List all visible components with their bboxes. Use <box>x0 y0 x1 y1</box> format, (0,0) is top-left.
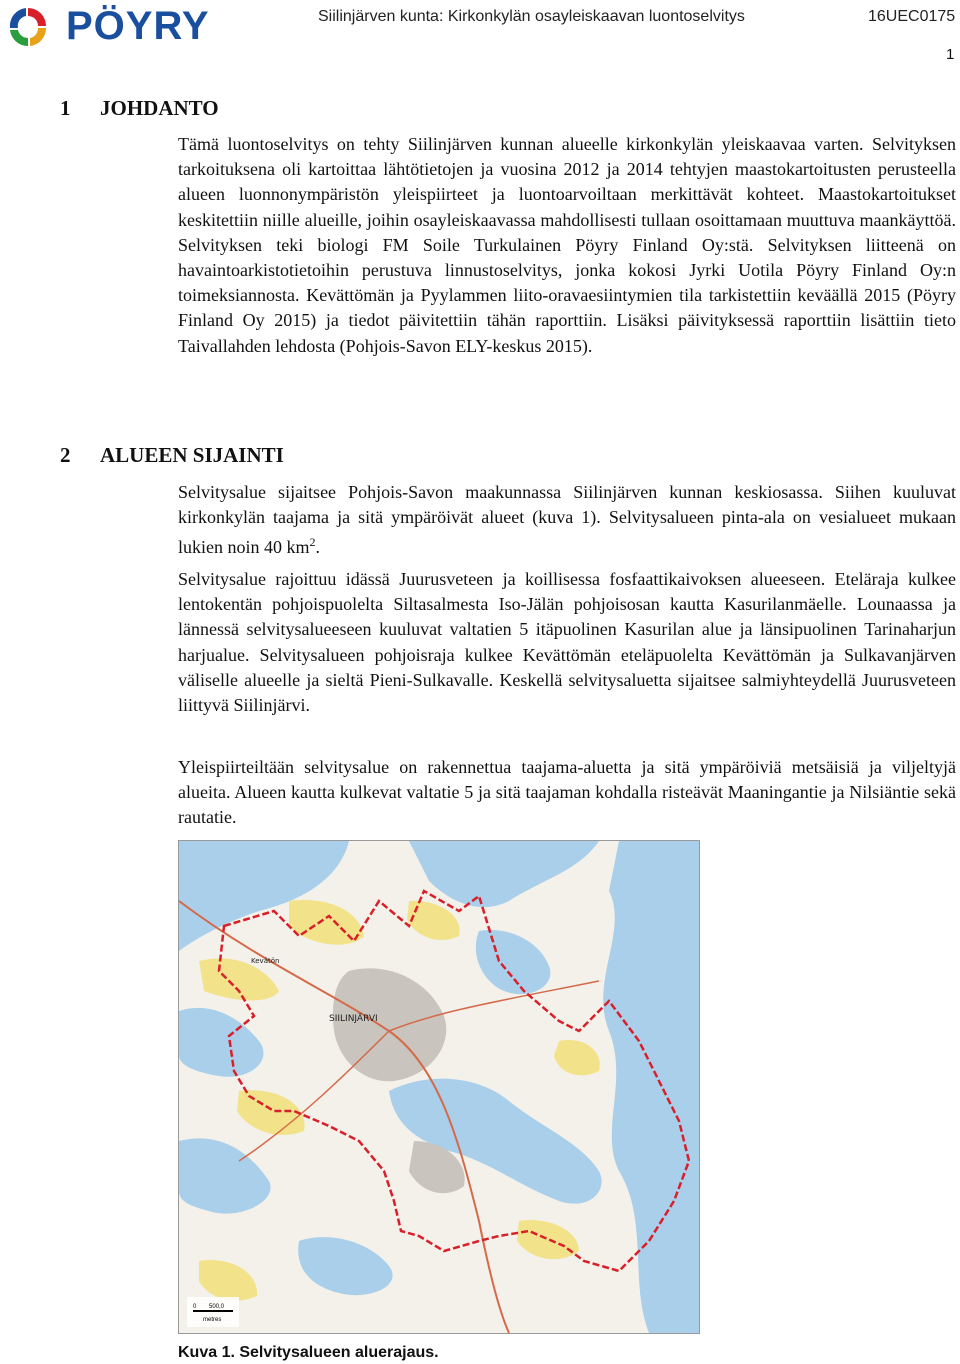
map-label-kevatton: Kevätön <box>251 957 280 965</box>
project-code: 16UEC0175 <box>868 8 956 25</box>
poyry-logo-icon <box>4 4 62 48</box>
map-label-town: SIILINJÄRVI <box>329 1014 378 1024</box>
study-area-map <box>178 840 700 1334</box>
document-title: Siilinjärven kunta: Kirkonkylän osayleiskaavan luontoselvitys <box>318 8 745 25</box>
poyry-logo <box>4 4 242 48</box>
section-title: JOHDANTO <box>100 96 219 120</box>
scale-value: 500,0 <box>209 1304 225 1310</box>
section-number: 1 <box>60 96 71 120</box>
figure-caption: Kuva 1. Selvitysalueen aluerajaus. <box>178 1344 439 1361</box>
page-number: 1 <box>946 46 955 63</box>
paragraph-boundaries: Selvitysalue rajoittuu idässä Juurusveteen ja koillisessa fosfaattikaivoksen alueeseen. Eteläraja kulkee lentokentän pohjoispuolelta Siltasalmesta Iso-Jälän pohjoisosan kautta Kasurilanmäelle. Lounaassa ja lännessä selvitysalueeseen kuuluvat valtatien 5 itäpuolinen Kasurilan alue ja länsipuolinen Tarinaharjun harjualue. Selvitysalueen pohjoisraja kulkee Kevättömän eteläpuolelta Kevättömän ja Sulkavanjärven väliselle alueelle ja sieltä Pieni-Sulkavalle. Keskellä selvitysaluetta sijaitsee salmiyhteydellä Juurusveteen liittyvä Siilinjärvi. <box>178 569 956 716</box>
paragraph-location <box>178 480 956 561</box>
map-scale-bar <box>187 1297 239 1327</box>
brand-name: PÖYRY <box>66 4 210 48</box>
section-title: ALUEEN SIJAINTI <box>100 443 284 467</box>
location-text: Selvitysalue sijaitsee Pohjois-Savon maakunnassa Siilinjärven kunnan keskiosassa. Siihen kuuluvat kirkonkylän taajama ja sitä ympäröivät alueet (kuva 1). Selvitysalueen pinta-ala on vesialueet mukaan lukien noin 40 km <box>178 482 956 558</box>
area-superscript: 2 <box>309 535 316 550</box>
section-number: 2 <box>60 443 71 467</box>
scale-unit: metres <box>203 1317 222 1323</box>
scale-zero: 0 <box>193 1304 197 1310</box>
section-heading-johdanto <box>60 96 219 121</box>
paragraph-general: Yleispiirteiltään selvitysalue on rakennettua taajama-aluetta ja sitä ympäröiviä metsäisiä ja viljeltyjä alueita. Alueen kautta kulkevat valtatie 5 ja sitä taajaman kohdalla risteävät Maaningantie ja Nilsiäntie sekä rautatie. <box>178 757 956 828</box>
page-header <box>0 0 960 64</box>
map-graphic <box>179 841 699 1333</box>
section-heading-sijainti <box>60 443 284 468</box>
location-tail: . <box>315 537 320 558</box>
paragraph-introduction: Tämä luontoselvitys on tehty Siilinjärven kunnan alueelle kirkonkylän yleiskaavaa varten. Selvityksen tarkoituksena oli kartoittaa lähtötietojen ja vuosina 2012 ja 2014 tehtyjen maastokartoitusten perusteella alueen luonnonympäristön yleispiirteet ja luontoarvoiltaan merkittävät kohteet. Maastokartoitukset keskitettiin niille alueille, joihin osayleiskaavassa mahdollisesti tullaan osoittamaan muuttuva maankäyttöä. Selvityksen teki biologi FM Soile Turkulainen Pöyry Finland Oy:stä. Selvityksen liitteenä on havaintoarkistotietoihin perustuva linnustoselvitys, jonka kokosi Jyrki Uotila Pöyry Finland Oy:n toimeksiannosta. Kevättömän ja Pyylammen liito-oravaesiintymien tila tarkistettiin keväällä 2015 (Pöyry Finland Oy 2015) ja tiedot päivitettiin tähän raporttiin. Lisäksi päivityksessä raporttiin lisättiin tieto Taivallahden lehdosta (Pohjois-Savon ELY-keskus 2015). <box>178 134 956 356</box>
